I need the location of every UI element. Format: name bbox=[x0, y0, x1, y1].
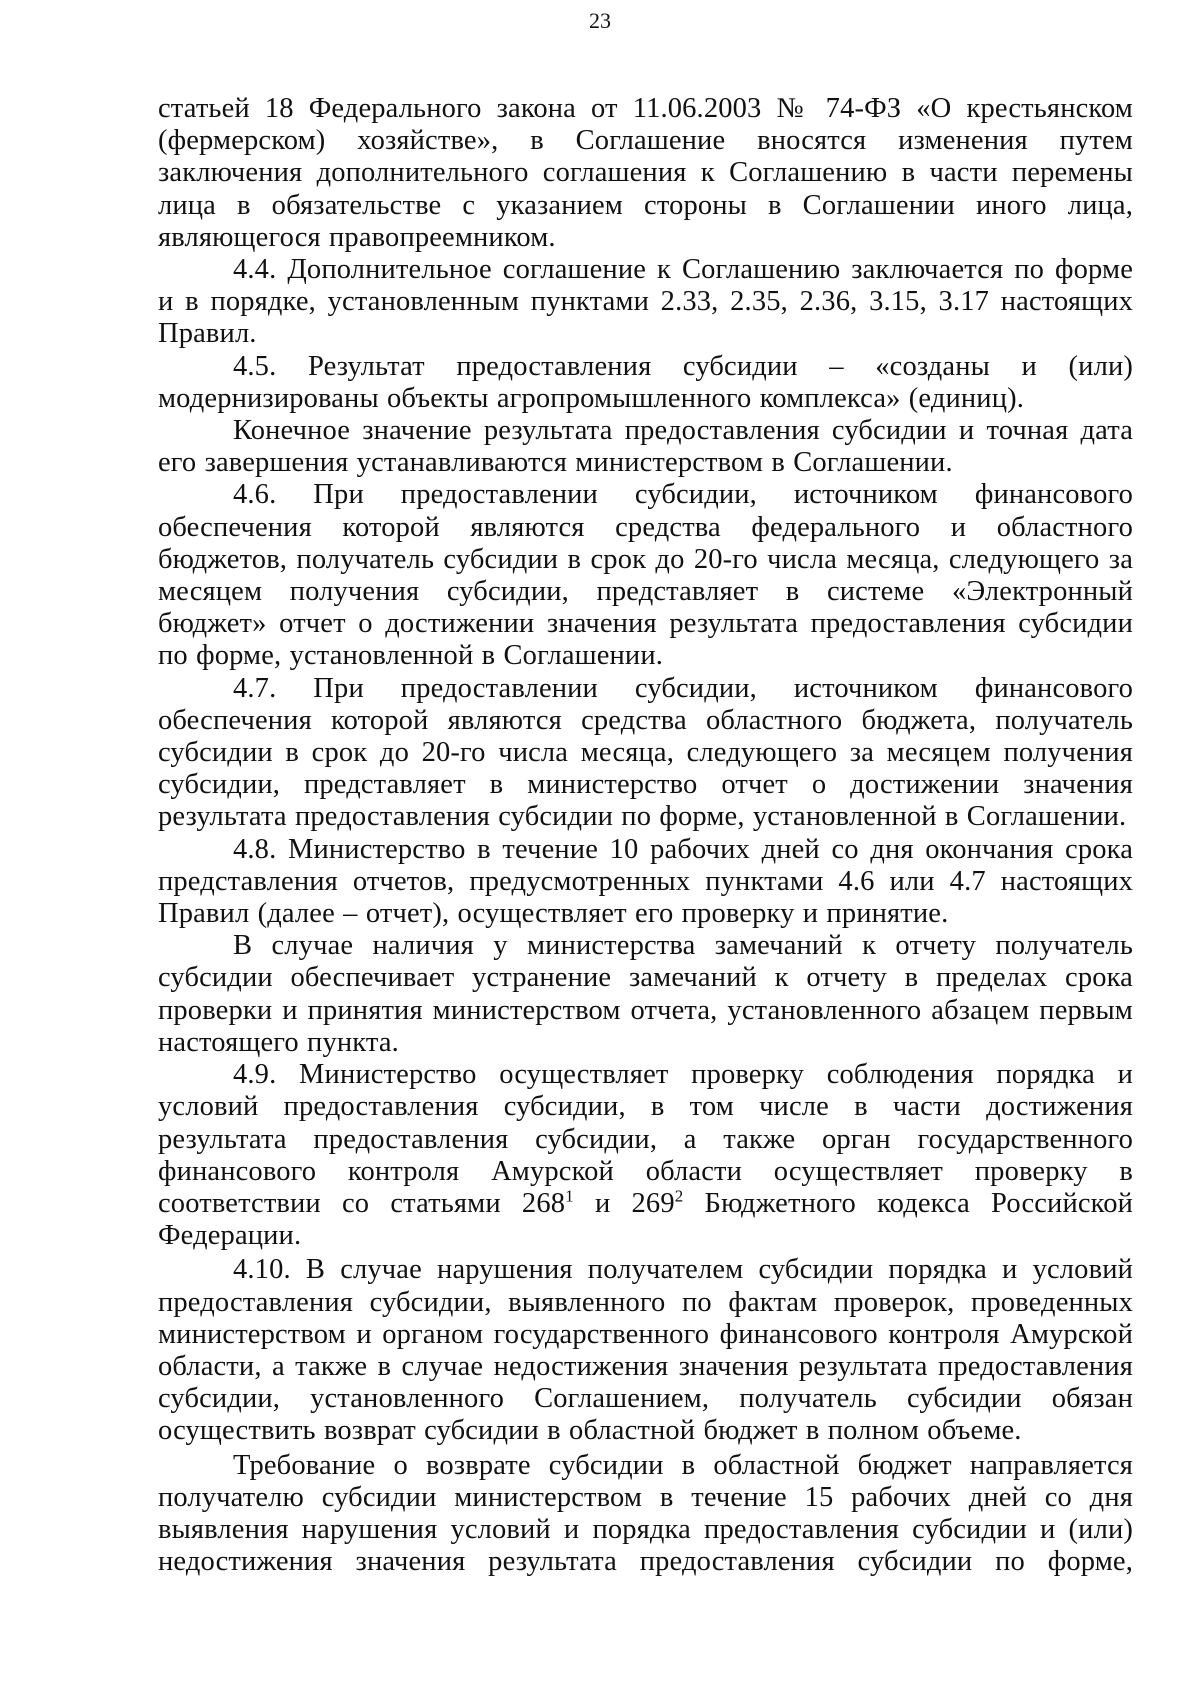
page-number: 23 bbox=[589, 8, 611, 33]
paragraph-continuation: статьей 18 Федерального закона от 11.06.2003 № 74-ФЗ «О крестьянском (фермерском) хозяйстве», в Соглашение вносятся изменения путем заключения дополнительного соглашения к Соглашению в части перемены лица в обязательстве с указанием стороны в Соглашении иного лица, являющегося правопреемником. bbox=[158, 93, 1133, 253]
paragraph-4-10-second: Требование о возврате субсидии в областной бюджет направляется получателю субсидии министерством в течение 15 рабочих дней со дня выявления нарушения условий и порядка предоставления субсидии и (или) недостижения значения результата предоставления субсидии по форме, bbox=[158, 1449, 1133, 1578]
paragraph-4-9-text-after: Бюджетного кодекса Российской Федерации. bbox=[158, 1187, 1134, 1252]
paragraph-4-9-text-before: 4.9. Министерство осуществляет проверку соблюдения порядка и условий предоставления субсидии, в том числе в части достижения результата предоставления субсидии, а также орган государственного финансового контроля Амурской области осуществляет проверку в соответствии со статьями 268 bbox=[158, 1059, 1133, 1219]
paragraph-4-10: 4.10. В случае нарушения получателем субсидии порядка и условий предоставления субсидии, выявленного по фактам проверок, проведенных министерством и органом государственного финансового контроля Амурской области, а также в случае недостижения значения результата предоставления субсидии, установленного Соглашением, получатель субсидии обязан осуществить возврат субсидии в областной бюджет в полном объеме. bbox=[158, 1254, 1133, 1447]
document-body bbox=[158, 93, 1133, 1578]
paragraph-4-9-text-mid: и 269 bbox=[573, 1187, 675, 1219]
paragraph-4-4: 4.4. Дополнительное соглашение к Соглашению заключается по форме и в порядке, установленным пунктами 2.33, 2.35, 2.36, 3.15, 3.17 настоящих Правил. bbox=[158, 254, 1133, 350]
paragraph-4-6: 4.6. При предоставлении субсидии, источником финансового обеспечения которой являются средства федерального и областного бюджетов, получатель субсидии в срок до 20-го числа месяца, следующего за месяцем получения субсидии, представляет в системе «Электронный бюджет» отчет о достижении значения результата предоставления субсидии по форме, установленной в Соглашении. bbox=[158, 479, 1133, 672]
paragraph-4-8-second: В случае наличия у министерства замечаний к отчету получатель субсидии обеспечивает устранение замечаний к отчету в пределах срока проверки и принятия министерством отчета, установленного абзацем первым настоящего пункта. bbox=[158, 930, 1133, 1058]
paragraph-4-5: 4.5. Результат предоставления субсидии – «созданы и (или) модернизированы объекты агропромышленного комплекса» (единиц). bbox=[158, 350, 1133, 414]
paragraph-4-8: 4.8. Министерство в течение 10 рабочих дней со дня окончания срока представления отчетов, предусмотренных пунктами 4.6 или 4.7 настоящих Правил (далее – отчет), осуществляет его проверку и принятие. bbox=[158, 833, 1133, 930]
paragraph-4-7: 4.7. При предоставлении субсидии, источником финансового обеспечения которой являются средства областного бюджета, получатель субсидии в срок до 20-го числа месяца, следующего за месяцем получения субсидии, представляет в министерство отчет о достижении значения результата предоставления субсидии по форме, установленной в Соглашении. bbox=[158, 672, 1133, 833]
paragraph-4-5-second: Конечное значение результата предоставления субсидии и точная дата его завершения устанавливаются министерством в Соглашении. bbox=[158, 415, 1133, 479]
paragraph-4-9 bbox=[158, 1059, 1133, 1252]
superscript-1: 1 bbox=[565, 1186, 574, 1206]
superscript-2: 2 bbox=[674, 1186, 684, 1206]
